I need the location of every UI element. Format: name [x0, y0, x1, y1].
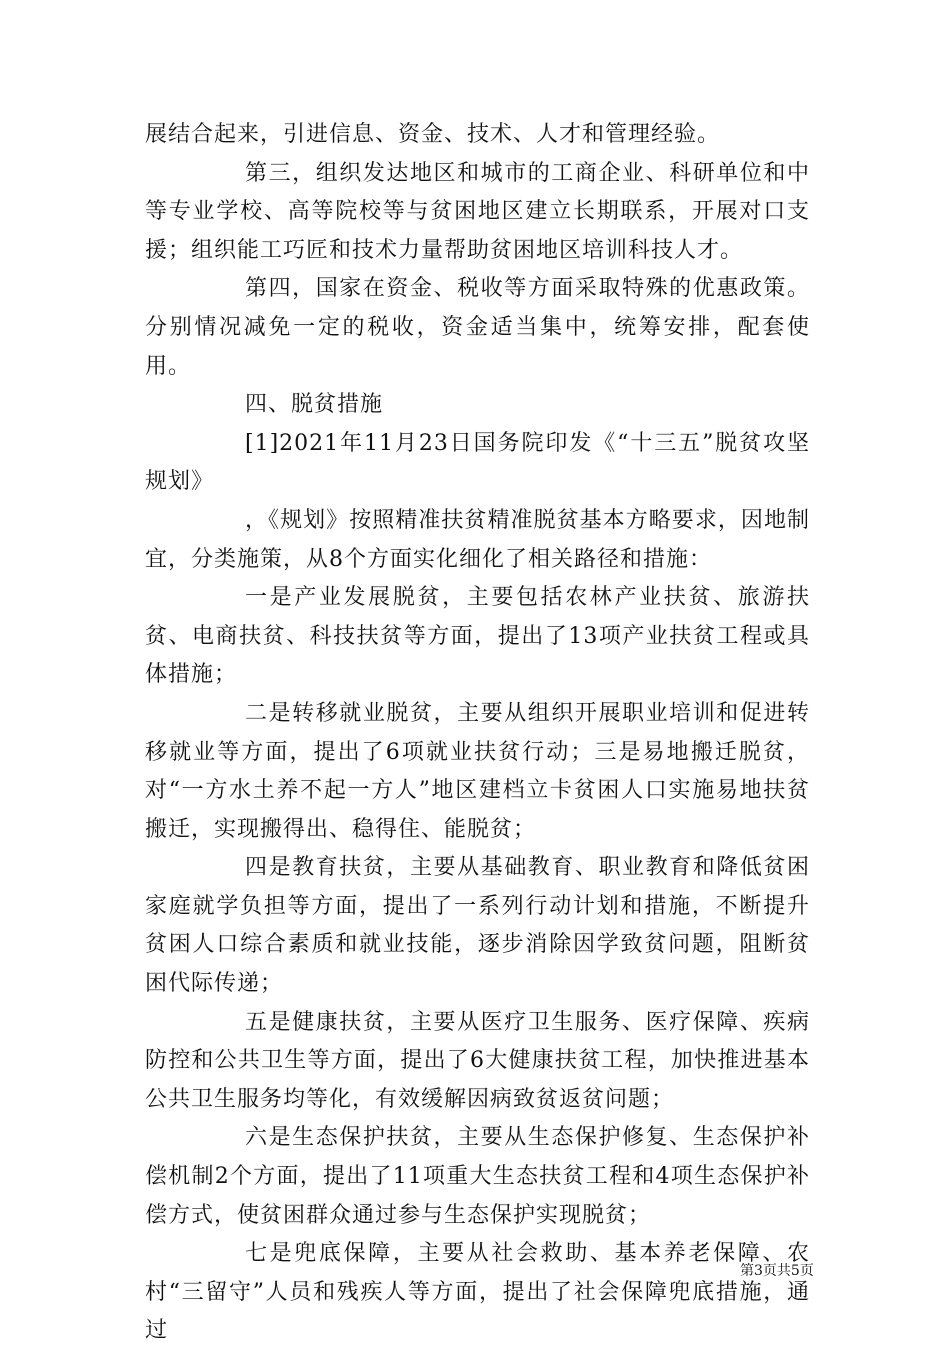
paragraph-continuation: 展结合起来，引进信息、资金、技术、人才和管理经验。 — [145, 122, 721, 147]
paragraph-plan-summary: ，《规划》按照精准扶贫精准脱贫基本方略要求，因地制宜，分类施策，从8个方面实化细化了相关路径和措施： — [145, 507, 810, 572]
document-body — [145, 116, 810, 1351]
paragraph-reference: [1]2021年11月23日国务院印发《“十三五”脱贫攻坚规划》 — [145, 430, 810, 495]
page-number: 第3页共5页 — [740, 1263, 814, 1279]
section-heading: 四、脱贫措施 — [245, 392, 384, 418]
paragraph-health: 五是健康扶贫，主要从医疗卫生服务、医疗保障、疾病防控和公共卫生等方面，提出了6大健康扶贫工程，加快推进基本公共卫生服务均等化，有效缓解因病致贫返贫问题； — [145, 1009, 810, 1112]
paragraph-ecology: 六是生态保护扶贫，主要从生态保护修复、生态保护补偿机制2个方面，提出了11项重大生态扶贫工程和4项生态保护补偿方式，使贫困群众通过参与生态保护实现脱贫； — [145, 1125, 810, 1228]
paragraph-education: 四是教育扶贫，主要从基础教育、职业教育和降低贫困家庭就学负担等方面，提出了一系列行动计划和措施，不断提升贫困人口综合素质和就业技能，逐步消除因学致贫问题，阻断贫困代际传递； — [145, 855, 810, 997]
paragraph-third-point: 第三，组织发达地区和城市的工商企业、科研单位和中等专业学校、高等院校等与贫困地区建立长期联系，开展对口支援；组织能工巧匠和技术力量帮助贫困地区培训科技人才。 — [145, 160, 810, 263]
paragraph-fourth-point: 第四，国家在资金、税收等方面采取特殊的优惠政策。分别情况减免一定的税收，资金适当集中，统筹安排，配套使用。 — [145, 276, 810, 379]
paragraph-safety-net: 七是兜底保障，主要从社会救助、基本养老保障、农村“三留守”人员和残疾人等方面，提出了社会保障兜底措施，通过 — [145, 1241, 810, 1344]
paragraph-employment: 二是转移就业脱贫，主要从组织开展职业培训和促进转移就业等方面，提出了6项就业扶贫行动；三是易地搬迁脱贫，对“一方水土养不起一方人”地区建档立卡贫困人口实施易地扶贫搬迁，实现搬得出、稳得住、能脱贫； — [145, 700, 810, 842]
paragraph-industry: 一是产业发展脱贫，主要包括农林产业扶贫、旅游扶贫、电商扶贫、科技扶贫等方面，提出了13项产业扶贫工程或具体措施； — [145, 585, 810, 688]
